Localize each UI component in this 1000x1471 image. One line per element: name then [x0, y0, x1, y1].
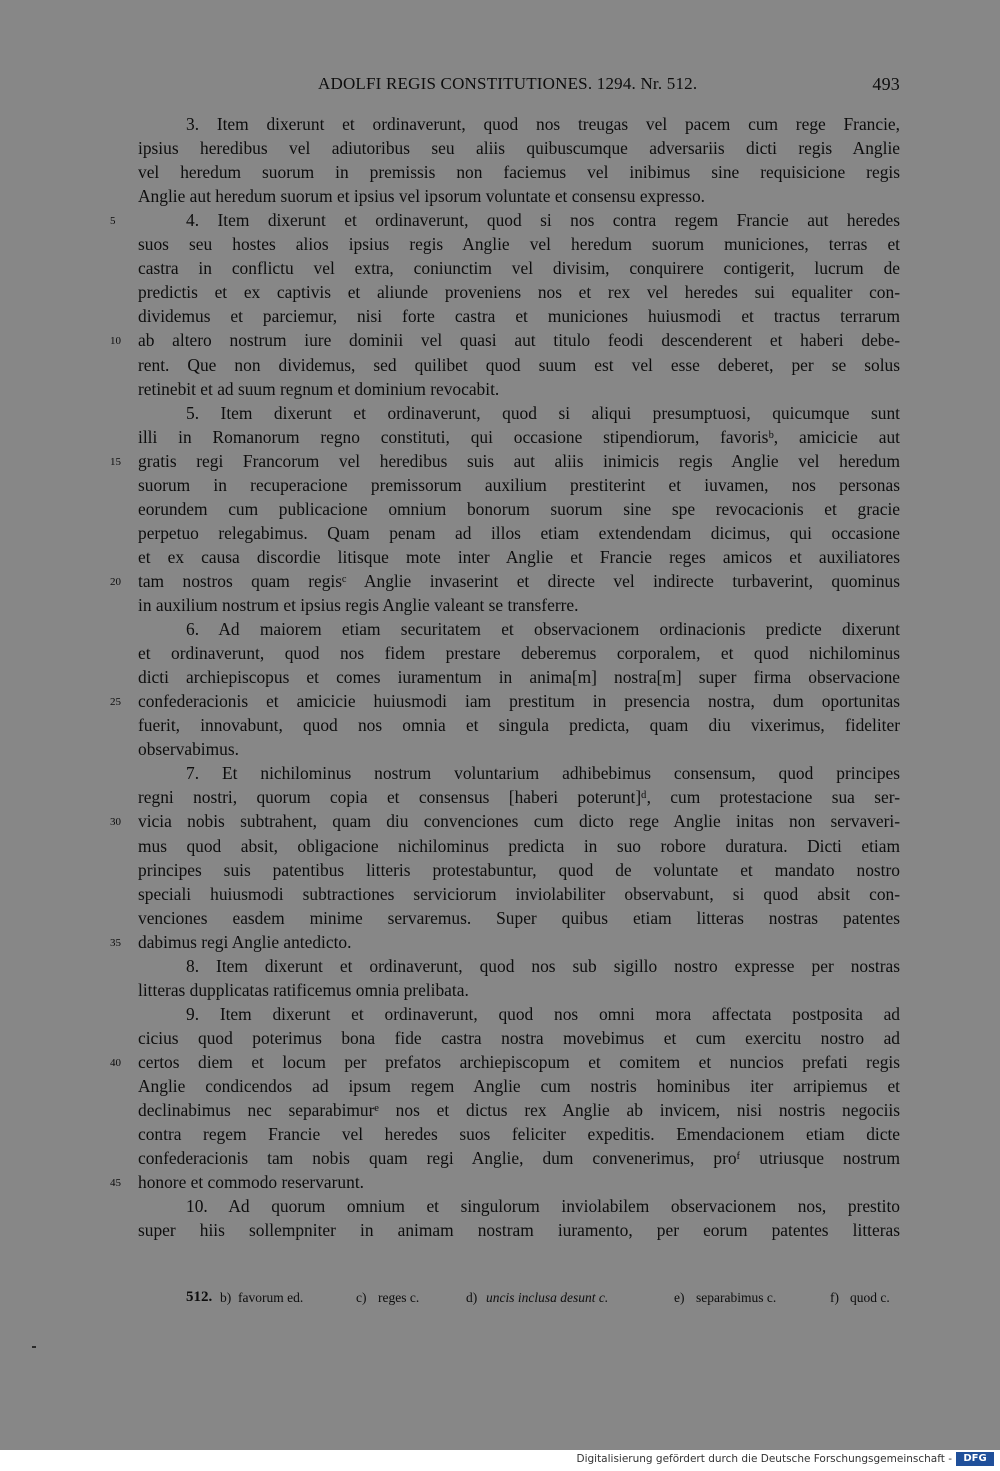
text-line: 10. Ad quorum omnium et singulorum inviolabilem observacionem nos, prestito	[186, 1196, 900, 1216]
footnotes	[186, 1290, 900, 1312]
running-title: ADOLFI REGIS CONSTITUTIONES. 1294. Nr. 512.	[318, 74, 698, 93]
line-number: 5	[110, 215, 116, 227]
text-line: dividemus et parciemur, nisi forte castra et municiones huiusmodi et tractus terrarum	[138, 306, 900, 326]
text-line: ab altero nostrum iure dominii vel quasi aut titulo feodi descenderent et haberi debe-	[138, 330, 900, 350]
footnote-d-mark: d)	[466, 1290, 478, 1305]
footnote-c-mark: c)	[356, 1290, 367, 1305]
footnote-e-text: separabimus c.	[696, 1290, 777, 1305]
text-line: 4. Item dixerunt et ordinaverunt, quod si nos contra regem Francie aut heredes	[186, 210, 900, 230]
line-number: 15	[110, 456, 121, 468]
line-number: 40	[110, 1057, 121, 1069]
line-number: 35	[110, 937, 121, 949]
text-line: principes suis patentibus litteris protestabuntur, quod de voluntate et mandato nostro	[138, 860, 900, 880]
text-line: honore et commodo reservarunt.	[138, 1172, 365, 1192]
text-line: et ex causa discordie litisque mote inter Anglie et Francie reges amicos et auxiliatores	[138, 547, 900, 567]
text-line: 6. Ad maiorem etiam securitatem et observacionem ordinacionis predicte dixerunt	[186, 619, 900, 639]
text-line: venciones easdem minime servaremus. Super quibus etiam litteras nostras patentes	[138, 908, 900, 928]
text-line: super hiis sollempniter in animam nostram iuramento, per eorum patentes litteras	[138, 1220, 900, 1240]
footnote-document-number: 512.	[186, 1289, 213, 1305]
text-line: rent. Que non dividemus, sed quilibet quod suum est vel esse deberet, per se solus	[138, 355, 900, 375]
text-line: gratis regi Francorum vel heredibus suis aut aliis inimicis regis Anglie vel heredum	[138, 451, 900, 471]
footnote-c-text: reges c.	[378, 1290, 420, 1305]
text-line: confederacionis tam nobis quam regi Anglie, dum convenerimus, proᶠ utriusque nostrum	[138, 1148, 900, 1168]
text-line: predictis et ex captivis et aliunde proveniens nos et rex vel heredes sui equaliter con-	[138, 282, 900, 302]
text-line: castra in conflictu vel extra, coniunctim vel divisim, conquirere contigerit, lucrum de	[138, 258, 900, 278]
text-line: litteras dupplicatas ratificemus omnia prelibata.	[138, 980, 469, 1000]
text-line: fuerit, innovabunt, quod nos omnia et singula predicta, quam diu vixerimus, fideliter	[138, 715, 900, 735]
page-header	[138, 70, 900, 100]
text-line: regni nostri, quorum copia et consensus [haberi poterunt]ᵈ, cum protestacione sua ser-	[138, 787, 900, 807]
text-line: eorundem cum publicacione omnium bonorum suorum sine spe revocacionis et gracie	[138, 499, 900, 519]
text-line: suorum in recuperacione premissorum auxilium prestiterint et iuvamen, nos personas	[138, 475, 900, 495]
text-line: illi in Romanorum regno constituti, qui occasione stipendiorum, favorisᵇ, amicicie aut	[138, 427, 900, 447]
line-number: 10	[110, 335, 121, 347]
text-line: in auxilium nostrum et ipsius regis Anglie valeant se transferre.	[138, 595, 579, 615]
text-line: dabimus regi Anglie antedicto.	[138, 932, 352, 952]
line-number: 25	[110, 696, 121, 708]
text-line: vicia nobis subtrahent, quam diu convenciones cum dicto rege Anglie initas non servaveri-	[138, 811, 900, 831]
text-line: 7. Et nichilominus nostrum voluntarium adhibebimus consensum, quod principes	[186, 763, 900, 783]
text-line: certos diem et locum per prefatos archiepiscopum et comitem et nuncios prefati regis	[138, 1052, 900, 1072]
text-line: perpetuo relegabimus. Quam penam ad illos etiam extendendam dicimus, qui occasione	[138, 523, 900, 543]
text-line: observabimus.	[138, 739, 239, 759]
footnote-d-text: uncis inclusa desunt c.	[486, 1290, 609, 1305]
footnote-b-text: favorum ed.	[238, 1290, 304, 1305]
line-number: 45	[110, 1177, 121, 1189]
text-line: 3. Item dixerunt et ordinaverunt, quod nos treugas vel pacem cum rege Francie,	[186, 114, 900, 134]
text-line: et ordinaverunt, quod nos fidem prestare deberemus corporalem, et quod nichilominus	[138, 643, 900, 663]
text-line: tam nostros quam regisᶜ Anglie invaserint et directe vel indirecte turbaverint, quominus	[138, 571, 900, 591]
text-line: speciali huiusmodi subtractiones serviciorum inviolabiliter observabunt, si quod absit con-	[138, 884, 900, 904]
text-line: vel heredum suorum in premissis non faciemus vel inibimus sine requisicione regis	[138, 162, 900, 182]
text-line: 5. Item dixerunt et ordinaverunt, quod si aliqui presumptuosi, quicumque sunt	[186, 403, 900, 423]
footnote-f-mark: f)	[830, 1290, 839, 1305]
footnote-f-text: quod c.	[850, 1290, 890, 1305]
page-number: 493	[872, 74, 900, 94]
text-line: declinabimus nec separabimurᵉ nos et dictus rex Anglie ab invicem, nisi nostris negociis	[138, 1100, 900, 1120]
line-number: 20	[110, 576, 121, 588]
text-line: dicti archiepiscopus et comes iuramentum in anima[m] nostra[m] super firma observacione	[138, 667, 900, 687]
text-line: retinebit et ad suum regnum et dominium revocabit.	[138, 379, 500, 399]
footnote-b-mark: b)	[220, 1290, 232, 1305]
text-line: ipsius heredibus vel adiutoribus seu aliis quibuscumque adversariis dicti regis Anglie	[138, 138, 900, 158]
line-number: 30	[110, 816, 121, 828]
text-line: 8. Item dixerunt et ordinaverunt, quod nos sub sigillo nostro expresse per nostras	[186, 956, 900, 976]
text-line: Anglie condicendos ad ipsum regem Anglie cum nostris hominibus iter arripiemus et	[138, 1076, 900, 1096]
footer-credit: Digitalisierung gefördert durch die Deutsche Forschungsgemeinschaft -	[576, 1453, 952, 1465]
text-line: Anglie aut heredum suorum et ipsius vel ipsorum voluntate et consensu expresso.	[138, 186, 706, 206]
text-line: suos seu hostes alios ipsius regis Anglie vel heredum suorum municiones, terras et	[138, 234, 900, 254]
text-line: cicius quod poterimus bona fide castra nostra movebimus et cum exercitu nostro ad	[138, 1028, 900, 1048]
digitization-footer	[0, 1450, 1000, 1471]
dfg-logo: DFG	[956, 1452, 994, 1466]
footnote-e-mark: e)	[674, 1290, 685, 1305]
text-line: 9. Item dixerunt et ordinaverunt, quod nos omni mora affectata postposita ad	[186, 1004, 900, 1024]
scan-speck	[32, 1346, 36, 1348]
text-line: confederacionis et amicicie huiusmodi iam prestitum in presencia nostra, dum oportunitas	[138, 691, 900, 711]
text-line: contra regem Francie vel heredes suos feliciter expeditis. Emendacionem etiam dicte	[138, 1124, 900, 1144]
text-line: mus quod absit, obligacione nichilominus predicta in suo robore duratura. Dicti etiam	[138, 836, 900, 856]
